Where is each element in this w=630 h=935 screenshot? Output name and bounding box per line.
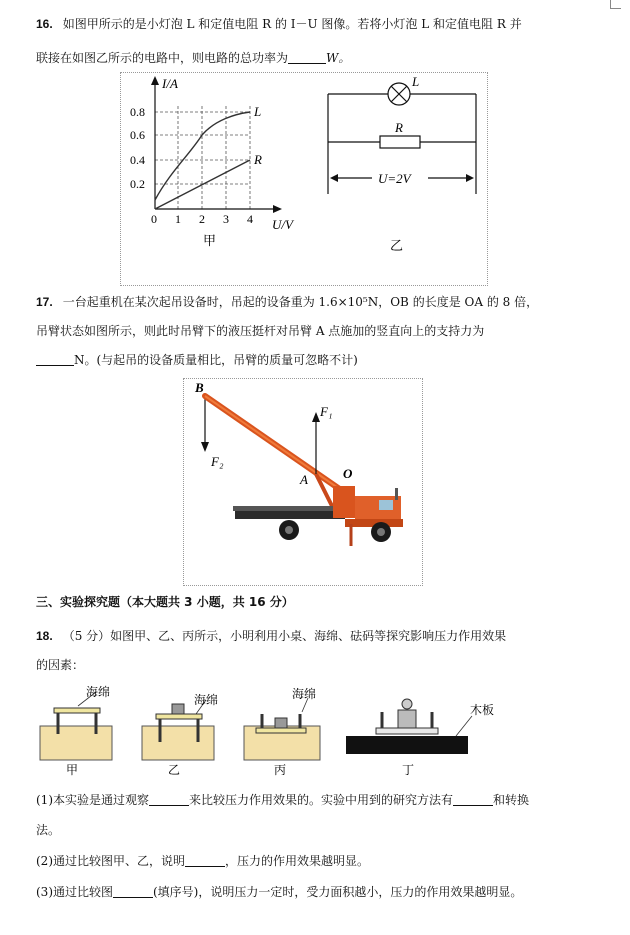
weight-bing <box>275 718 287 728</box>
table-top-ding <box>376 728 438 734</box>
circuit-caption: 乙 <box>390 238 404 253</box>
label-B: B <box>195 380 204 395</box>
weight-ding <box>398 710 416 728</box>
ytick-0.6: 0.6 <box>130 128 145 142</box>
resistor-icon <box>380 136 420 148</box>
q16-line1 <box>36 16 522 32</box>
voltage-arrowhead-right <box>466 174 474 182</box>
xtick-1: 1 <box>175 212 181 226</box>
table-top-jia <box>54 708 100 713</box>
voltage-arrowhead-left <box>330 174 338 182</box>
graph-caption: 甲 <box>203 233 217 248</box>
xtick-0: 0 <box>151 212 157 226</box>
xtick-2: 2 <box>199 212 205 226</box>
q18-sub2-pre: (2)通过比较图甲、乙，说明 <box>36 854 185 868</box>
q18-sub3 <box>36 884 522 900</box>
xtick-3: 3 <box>223 212 229 226</box>
resistor-label: R <box>395 120 403 135</box>
q18-sub3-post: (填序号)，说明压力一定时，受力面积越小，压力的作用效果越明显。 <box>153 885 523 899</box>
wheel-front-hub <box>377 528 385 536</box>
label-A: A <box>300 472 308 487</box>
q18-sub2 <box>36 853 369 869</box>
q16-number: 16. <box>36 17 53 31</box>
q18-sub1-pre: (1)本实验是通过观察 <box>36 793 149 807</box>
ytick-0.8: 0.8 <box>130 105 145 119</box>
caption-ding: 丁 <box>402 763 415 777</box>
q17-text3: N。(与起吊的设备质量相比，吊臂的质量可忽略不计) <box>74 353 358 367</box>
q17-number: 17. <box>36 295 53 309</box>
q18-line2 <box>36 657 84 673</box>
fig-bing <box>244 687 320 777</box>
xtick-4: 4 <box>247 212 253 226</box>
cab-window <box>379 500 393 510</box>
q17-line1 <box>36 294 538 310</box>
q18-sub1-blank2[interactable] <box>453 793 493 806</box>
label-board: 木板 <box>470 703 495 717</box>
label-sponge-bing: 海绵 <box>292 687 317 701</box>
graph-label-L: L <box>254 104 262 119</box>
label-O: O <box>343 466 353 481</box>
q18-sub3-blank[interactable] <box>113 885 153 898</box>
q18-sub1-line2: 法。 <box>36 823 61 837</box>
fig-ding <box>346 699 494 777</box>
label-F2: F₂ <box>211 454 224 469</box>
q17-text2: 吊臂状态如图所示，则此时吊臂下的液压挺杆对吊臂 A 点施加的竖直向上的支持力为 <box>36 324 485 338</box>
caption-yi: 乙 <box>168 763 181 777</box>
ytick-0.2: 0.2 <box>130 177 145 191</box>
pointer-ding <box>456 716 472 736</box>
q18-sub1-post: 和转换 <box>493 793 530 807</box>
q18-text2: 的因素： <box>36 658 85 672</box>
table-top-bing <box>256 728 306 733</box>
curve-L <box>155 112 250 200</box>
q16-line2 <box>36 50 350 66</box>
q17-text1: 一台起重机在某次起吊设备时，吊起的设备重为 1.6×10⁵N，OB 的长度是 OA 的 8 倍， <box>62 295 539 309</box>
truck-bed <box>235 510 345 519</box>
q18-sub1-blank1[interactable] <box>149 793 189 806</box>
ytick-0.4: 0.4 <box>130 153 145 167</box>
caption-bing: 丙 <box>274 763 287 777</box>
q17-answer-blank[interactable] <box>36 353 74 366</box>
section3-heading: 三、实验探究题（本大题共 3 小题，共 16 分） <box>36 595 294 609</box>
q16-text2: 联接在如图乙所示的电路中，则电路的总功率为 <box>36 51 289 65</box>
label-sponge-jia: 海绵 <box>86 685 111 699</box>
graph-xlabel: U/V <box>272 217 293 232</box>
q16-answer-blank[interactable] <box>288 51 326 64</box>
q18-sub3-pre: (3)通过比较图 <box>36 885 113 899</box>
caption-jia: 甲 <box>66 763 79 777</box>
fig-yi <box>142 693 218 777</box>
q18-sub1 <box>36 792 529 808</box>
q18-sub1-mid: 来比较压力作用效果的。实验中用到的研究方法有 <box>189 793 454 807</box>
x-axis-arrow <box>273 205 282 213</box>
graph-ylabel: I/A <box>162 76 178 91</box>
force-F1-arrowhead <box>312 412 320 422</box>
sponge-jia <box>40 726 112 760</box>
parallel-circuit <box>320 72 486 262</box>
q17-line2 <box>36 323 484 339</box>
wooden-board <box>346 736 468 754</box>
q18-number: 18. <box>36 629 53 643</box>
exhaust-pipe <box>395 488 398 500</box>
q16-unit: W。 <box>326 51 351 65</box>
pressure-experiment-figures <box>36 684 495 779</box>
force-F2-arrowhead <box>201 442 209 452</box>
q18-line1 <box>36 628 506 644</box>
page-corner-mark <box>610 0 621 9</box>
voltage-label: U=2V <box>378 171 411 186</box>
weight-yi <box>172 704 184 714</box>
q18-text1: （5 分）如图甲、乙、丙所示，小明利用小桌、海绵、砝码等探究影响压力作用效果 <box>62 629 507 643</box>
y-axis-arrow <box>151 76 159 85</box>
truck-cab <box>355 496 401 522</box>
label-F1: F₁ <box>320 404 333 419</box>
lamp-label: L <box>412 74 420 89</box>
crane-figure <box>183 378 421 584</box>
sponge-yi <box>142 726 214 760</box>
label-sponge-yi: 海绵 <box>194 693 219 707</box>
table-top-yi <box>156 714 202 719</box>
iu-graph <box>120 72 320 262</box>
wheel-rear-hub <box>285 526 293 534</box>
truck-bed-top <box>233 506 347 511</box>
q18-sub2-blank[interactable] <box>185 854 225 867</box>
fig-jia <box>40 685 112 777</box>
curve-R <box>155 160 250 209</box>
q16-text1: 如图甲所示的是小灯泡 L 和定值电阻 R 的 I－U 图像。若将小灯泡 L 和定值电阻 R 并 <box>62 17 522 31</box>
q18-sub2-post: ，压力的作用效果越明显。 <box>225 854 370 868</box>
q17-line3 <box>36 352 358 368</box>
graph-label-R: R <box>254 152 262 167</box>
crane-base <box>333 486 355 518</box>
weight-knob-ding <box>402 699 412 709</box>
